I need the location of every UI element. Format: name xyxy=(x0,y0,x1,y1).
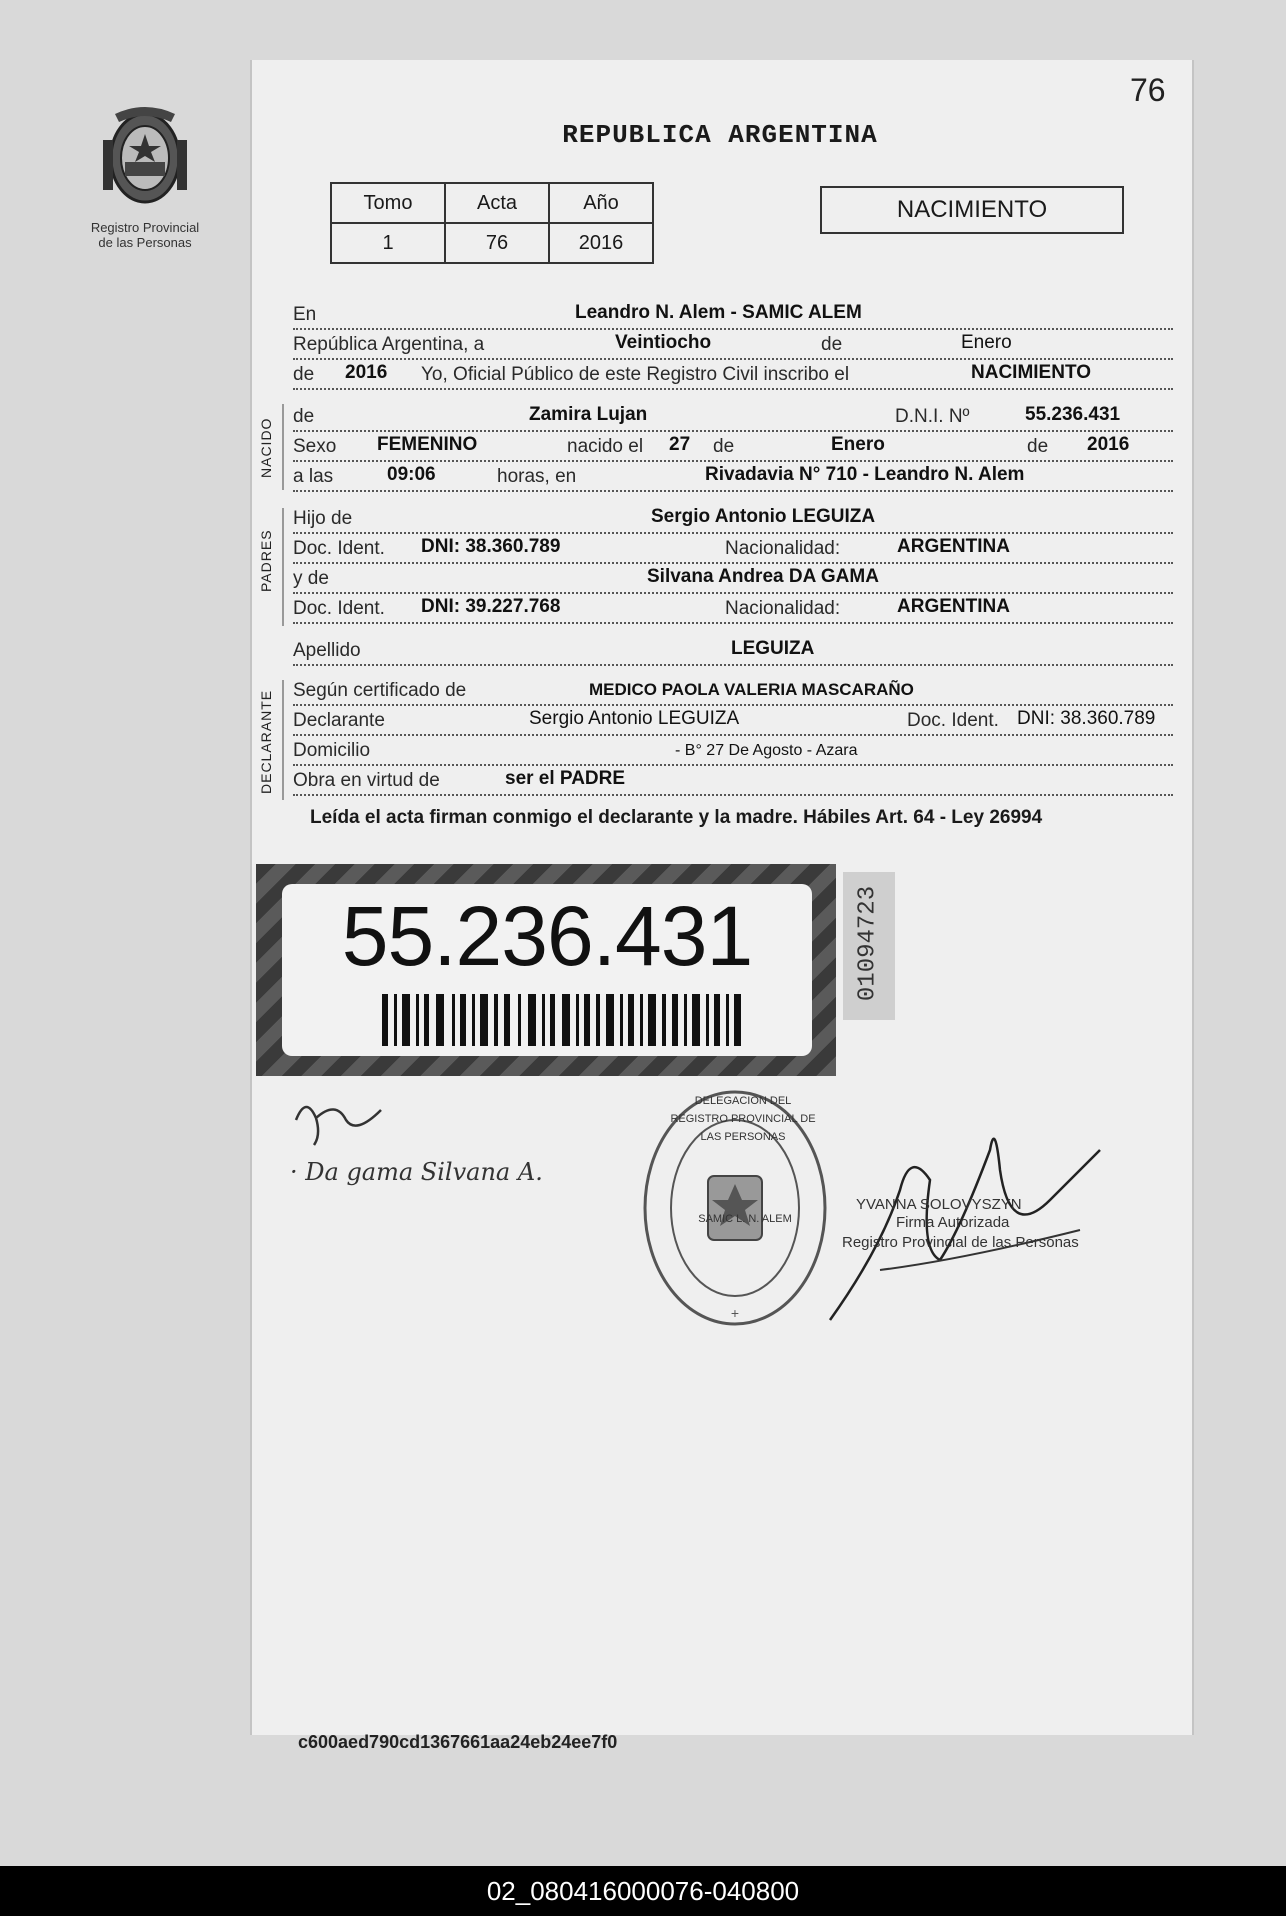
tomo-header: Tomo xyxy=(331,183,445,223)
father-nat-label: Nacionalidad: xyxy=(725,538,841,559)
row-time-place xyxy=(293,460,1173,492)
id-number: 55.236.431 xyxy=(341,889,753,983)
declarant-doc-label: Doc. Ident. xyxy=(907,710,999,731)
nacido-side-label: NACIDO xyxy=(258,417,274,478)
mother-doc-label: Doc. Ident. xyxy=(293,598,385,619)
declarant-signature-icon xyxy=(286,1090,386,1150)
registry-table xyxy=(330,182,654,264)
mother-name-value: Silvana Andrea DA GAMA xyxy=(647,566,879,587)
mother-nat-value: ARGENTINA xyxy=(897,596,1010,617)
nacido-divider xyxy=(282,404,284,490)
day-text-value: Veintiocho xyxy=(615,332,712,353)
de-label-4: de xyxy=(713,436,735,457)
row-date xyxy=(293,328,1173,360)
de-label-3: de xyxy=(293,406,315,427)
official-office: Registro Provincial de las Personas xyxy=(842,1234,1079,1251)
declarant-doc-value: DNI: 38.360.789 xyxy=(1017,708,1156,729)
apellido-label: Apellido xyxy=(293,640,361,661)
document-title: REPUBLICA ARGENTINA xyxy=(562,120,878,150)
cert-label: Según certificado de xyxy=(293,680,467,701)
stamp-text: DELEGACION DEL REGISTRO PROVINCIAL DE LAS PERSONAS xyxy=(670,1095,816,1143)
de-label-2: de xyxy=(293,364,315,385)
place-value: Leandro N. Alem - SAMIC ALEM xyxy=(575,302,862,323)
hijo-label: Hijo de xyxy=(293,508,353,529)
a-las-label: a las xyxy=(293,466,334,487)
row-sex-birth xyxy=(293,430,1173,462)
father-doc-value: DNI: 38.360.789 xyxy=(421,536,561,557)
coat-of-arms-icon xyxy=(95,100,195,220)
record-type-box: NACIMIENTO xyxy=(820,186,1124,234)
acta-header: Acta xyxy=(445,183,549,223)
surname-value: LEGUIZA xyxy=(731,638,815,659)
declarante-side-label: DECLARANTE xyxy=(258,689,274,794)
obra-label: Obra en virtud de xyxy=(293,770,440,791)
de-label: de xyxy=(821,334,843,355)
id-sticker-inner xyxy=(282,884,812,1056)
domicilio-label: Domicilio xyxy=(293,740,371,761)
record-value: NACIMIENTO xyxy=(971,362,1091,383)
id-sticker xyxy=(256,864,836,1076)
padres-divider xyxy=(282,508,284,626)
row-address xyxy=(293,734,1173,766)
father-name-value: Sergio Antonio LEGUIZA xyxy=(651,506,876,527)
svg-text:+: + xyxy=(730,1305,740,1321)
horas-label: horas, en xyxy=(497,466,577,487)
anio-value: 2016 xyxy=(549,223,653,263)
mother-signature: · Da gama Silvana A. xyxy=(290,1158,543,1186)
footer-code: 02_080416000076-040800 xyxy=(0,1866,1286,1916)
stamp-inner-text: SAMIC L. N. ALEM xyxy=(698,1213,792,1225)
birth-month-value: Enero xyxy=(831,434,885,455)
en-label: En xyxy=(293,304,317,325)
barcode-icon xyxy=(382,994,742,1046)
anio-header: Año xyxy=(549,183,653,223)
month-text-value: Enero xyxy=(961,332,1012,353)
birth-place-value: Rivadavia N° 710 - Leandro N. Alem xyxy=(705,464,1025,485)
mother-nat-label: Nacionalidad: xyxy=(725,598,841,619)
official-name: YVANNA SOLOVYSZYN xyxy=(856,1196,1022,1213)
nacido-label: nacido el xyxy=(567,436,644,457)
row-mother xyxy=(293,562,1173,594)
row-reason xyxy=(293,764,1173,796)
sexo-value: FEMENINO xyxy=(377,434,478,455)
row-year xyxy=(293,358,1173,390)
row-mother-doc xyxy=(293,592,1173,624)
row-place xyxy=(293,298,1173,330)
child-dni-value: 55.236.431 xyxy=(1025,404,1121,425)
address-value: - B° 27 De Agosto - Azara xyxy=(675,742,858,759)
registry-logo xyxy=(70,100,220,250)
birth-year-value: 2016 xyxy=(1087,434,1130,455)
row-surname xyxy=(293,634,1173,666)
declarante-divider xyxy=(282,680,284,800)
dni-label: D.N.I. Nº xyxy=(895,406,970,427)
declarant-value: Sergio Antonio LEGUIZA xyxy=(529,708,740,729)
document-hash: c600aed790cd1367661aa24eb24ee7f0 xyxy=(298,1732,618,1752)
row-father-doc xyxy=(293,532,1173,564)
logo-line-2: de las Personas xyxy=(98,235,192,250)
de-label-5: de xyxy=(1027,436,1049,457)
year-value: 2016 xyxy=(345,362,388,383)
birth-time-value: 09:06 xyxy=(387,464,436,485)
reason-value: ser el PADRE xyxy=(505,768,626,789)
mother-doc-value: DNI: 39.227.768 xyxy=(421,596,561,617)
y-de-label: y de xyxy=(293,568,329,589)
row-child-name xyxy=(293,400,1173,432)
page-number: 76 xyxy=(1130,72,1166,108)
tomo-value: 1 xyxy=(331,223,445,263)
row-declarant xyxy=(293,704,1173,736)
declarante-label: Declarante xyxy=(293,710,385,731)
logo-line-1: Registro Provincial xyxy=(90,220,200,235)
father-doc-label: Doc. Ident. xyxy=(293,538,385,559)
padres-side-label: PADRES xyxy=(258,529,274,592)
birth-day-value: 27 xyxy=(669,434,691,455)
father-nat-value: ARGENTINA xyxy=(897,536,1010,557)
republica-label: República Argentina, a xyxy=(293,334,485,355)
child-name-value: Zamira Lujan xyxy=(529,404,648,425)
oficial-text: Yo, Oficial Público de este Registro Civil inscribo el xyxy=(421,364,850,385)
row-father xyxy=(293,502,1173,534)
acta-value: 76 xyxy=(445,223,549,263)
closing-statement: Leída el acta firman conmigo el declarante y la madre. Hábiles Art. 64 - Ley 26994 xyxy=(310,807,1043,828)
cert-value: MEDICO PAOLA VALERIA MASCARAÑO xyxy=(589,680,914,699)
sexo-label: Sexo xyxy=(293,436,337,457)
serial-number: 01094723 xyxy=(854,885,882,1002)
row-certificate xyxy=(293,674,1173,706)
serial-strip xyxy=(843,872,895,1020)
official-role: Firma Autorizada xyxy=(896,1214,1010,1231)
